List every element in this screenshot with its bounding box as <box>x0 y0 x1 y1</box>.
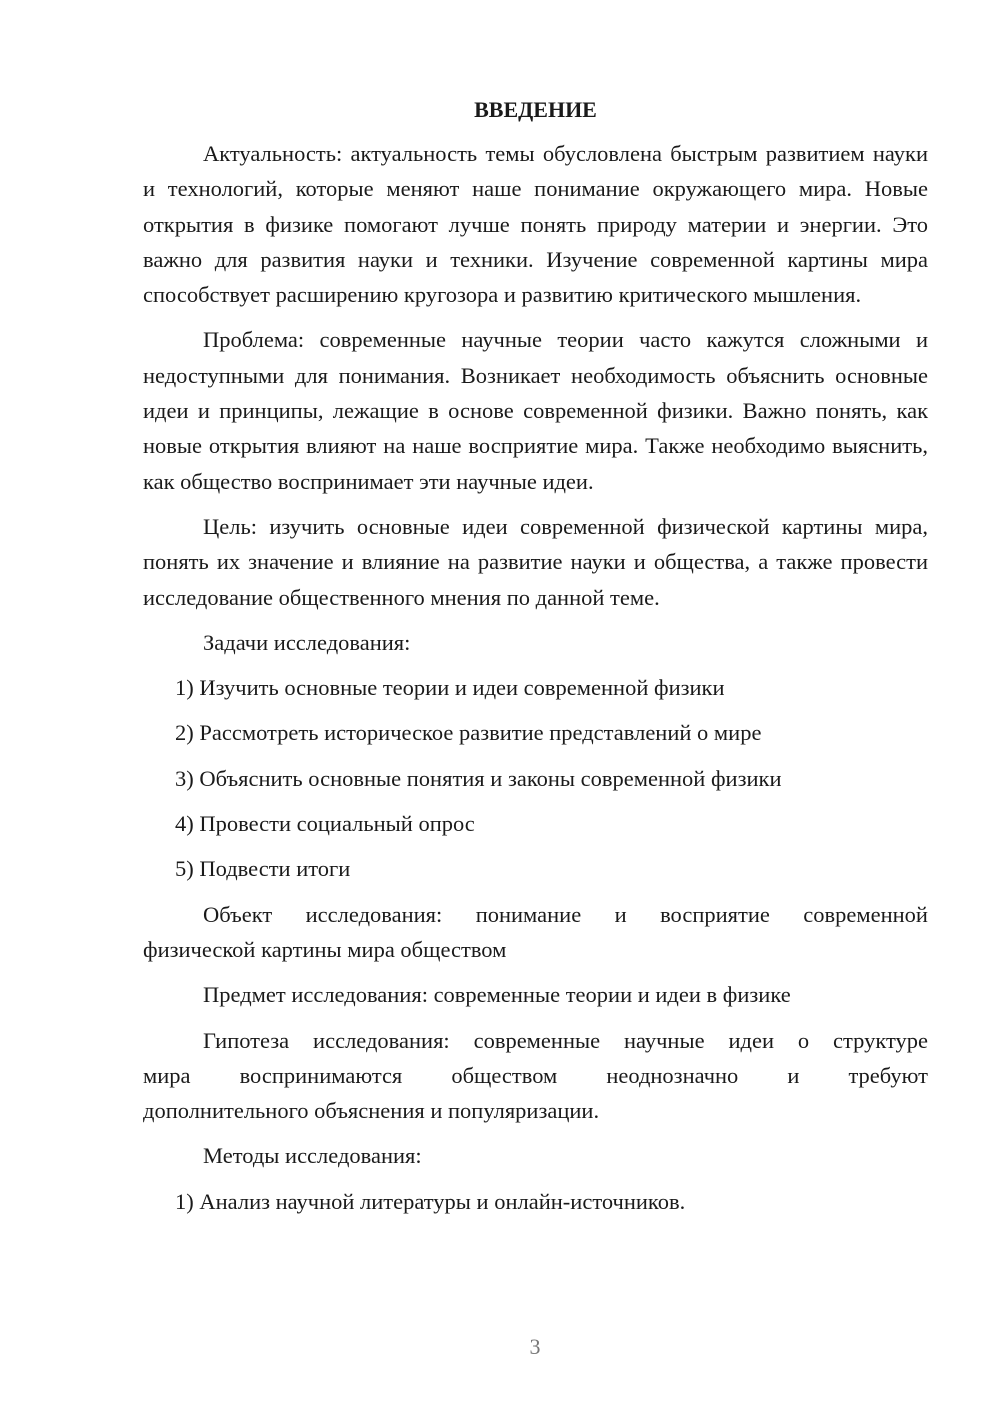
page-number: 3 <box>529 1334 541 1359</box>
task-item-2: 2) Рассмотреть историческое развитие представлений о мире <box>175 720 762 746</box>
subject-line: Предмет исследования: современные теории и идеи в физике <box>203 982 791 1008</box>
hypothesis-text: Гипотеза исследования: современные научные идеи о структуре <box>203 1027 928 1053</box>
object-word: современной <box>803 901 928 927</box>
task-item-4: 4) Провести социальный опрос <box>175 811 475 837</box>
task-item-3: 3) Объяснить основные понятия и законы современной физики <box>175 765 782 791</box>
object-word: Объект <box>203 901 273 927</box>
paragraph-actuality: Актуальность: актуальность темы обусловлена быстрым развитием науки и технологий, которые меняют наше понимание окружающего мира. Новые открытия в физике помогают лучше понять природу материи и энергии. Это важно для развития науки и техники. Изучение современной картины мира способствует расширению кругозора и развитию критического мышления. <box>143 141 928 308</box>
object-line <box>143 897 928 932</box>
hypothesis-line-1 <box>143 1023 928 1058</box>
section-title: ВВЕДЕНИЕ <box>474 97 597 122</box>
hypothesis-word: воспринимаются <box>239 1062 403 1088</box>
tasks-heading: Задачи исследования: <box>203 629 411 655</box>
methods-heading: Методы исследования: <box>203 1143 422 1169</box>
hypothesis-word: требуют <box>848 1062 928 1088</box>
task-item-5: 5) Подвести итоги <box>175 856 351 882</box>
hypothesis-line-2 <box>143 1058 928 1093</box>
paragraph-goal: Цель: изучить основные идеи современной физической картины мира, понять их значение и влияние на развитие науки и общества, а также провести исследование общественного мнения по данной теме. <box>143 513 928 610</box>
hypothesis-word: неоднозначно <box>606 1062 739 1088</box>
hypothesis-tail: дополнительного объяснения и популяризации. <box>143 1098 600 1124</box>
document-page <box>143 95 928 1229</box>
object-word: исследования: <box>305 901 443 927</box>
paragraph-problem: Проблема: современные научные теории часто кажутся сложными и недоступными для понимания. Возникает необходимость объяснить основные идеи и принципы, лежащие в основе современной физики. Важно понять, как новые открытия влияют на наше восприятие мира. Также необходимо выяснить, как общество воспринимает эти научные идеи. <box>143 327 928 494</box>
method-item-1: 1) Анализ научной литературы и онлайн-источников. <box>175 1188 686 1214</box>
hypothesis-word: мира <box>143 1062 191 1088</box>
object-tail: физической картины мира обществом <box>143 936 507 962</box>
task-item-1: 1) Изучить основные теории и идеи современной физики <box>175 675 725 701</box>
object-word: понимание <box>475 901 582 927</box>
object-word: и <box>614 901 627 927</box>
hypothesis-word: и <box>787 1062 800 1088</box>
object-word: восприятие <box>660 901 770 927</box>
hypothesis-word: обществом <box>451 1062 558 1088</box>
